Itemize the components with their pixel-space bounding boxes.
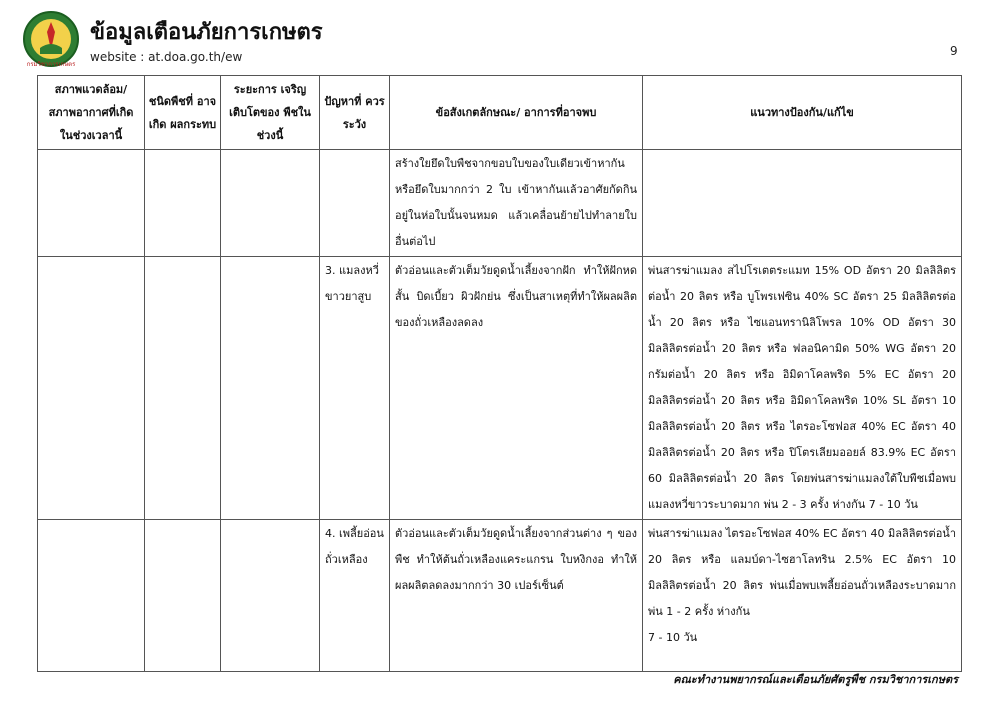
header-environment: สภาพแวดล้อม/ สภาพอากาศที่เกิด ในช่วงเวลานี้: [38, 76, 145, 150]
cell-problem: [320, 150, 390, 257]
header-problem: ปัญหาที่ ควรระวัง: [320, 76, 390, 150]
solution-text: พ่นสารฆ่าแมลง ไตรอะโซฟอส 40% EC อัตรา 40 มิลลิลิตรต่อน้ำ 20 ลิตร หรือ แลมบ์ดา-ไซฮาโลทริน 2.5% EC อัตรา 10 มิลลิลิตรต่อน้ำ 20 ลิตร พ่นเมื่อพบเพลี้ยอ่อนถั่วเหลืองระบาดมาก พ่น 1 - 2 ครั้ง ห่างกัน: [648, 527, 956, 618]
header-growth-stage: ระยะการ เจริญเติบโตของ พืชในช่วงนี้: [221, 76, 320, 150]
cell-crop: [145, 520, 221, 672]
page-number: 9: [950, 44, 958, 58]
cell-growth-stage: [221, 257, 320, 520]
cell-growth-stage: [221, 150, 320, 257]
table-row: [38, 150, 962, 257]
cell-environment: [38, 257, 145, 520]
website-link: website : at.doa.go.th/ew: [90, 50, 243, 64]
header-solution: แนวทางป้องกัน/แก้ไข: [643, 76, 962, 150]
cell-symptom: ตัวอ่อนและตัวเต็มวัยดูดน้ำเลี้ยงจากส่วนต่าง ๆ ของพืช ทำให้ต้นถั่วเหลืองแคระแกรน ใบหงิกงอ ทำให้ผลผลิตลดลงมากกว่า 30 เปอร์เซ็นต์: [390, 520, 643, 672]
table-row: [38, 520, 962, 672]
pest-warning-table: [37, 75, 962, 672]
cell-environment: [38, 520, 145, 672]
table-row: [38, 257, 962, 520]
logo-caption: กรมวิชาการเกษตร: [26, 61, 76, 68]
page-title: ข้อมูลเตือนภัยการเกษตร: [90, 20, 323, 45]
cell-solution: [643, 520, 962, 672]
cell-solution: [643, 150, 962, 257]
header-crop: ชนิดพืชที่ อาจเกิด ผลกระทบ: [145, 76, 221, 150]
cell-solution: พ่นสารฆ่าแมลง สไปโรเตตระแมท 15% OD อัตรา 20 มิลลิลิตรต่อน้ำ 20 ลิตร หรือ บูโพรเฟซิน 40% SC อัตรา 25 มิลลิลิตรต่อน้ำ 20 ลิตร หรือ ไซแอนทรานิลิโพรล 10% OD อัตรา 30 มิลลิลิตรต่อน้ำ 20 ลิตร หรือ ฟลอนิคามิด 50% WG อัตรา 20 กรัมต่อน้ำ 20 ลิตร หรือ อิมิดาโคลพริด 5% EC อัตรา 20 มิลลิลิตรต่อน้ำ 20 ลิตร หรือ อิมิดาโคลพริด 10% SL อัตรา 10 มิลลิลิตรต่อน้ำ 20 ลิตร หรือ ไตรอะโซฟอส 40% EC อัตรา 40 มิลลิลิตรต่อน้ำ 20 ลิตร หรือ ปิโตรเลียมออยล์ 83.9% EC อัตรา 60 มิลลิลิตรต่อน้ำ 20 ลิตร โดยพ่นสารฆ่าแมลงใต้ใบพืชเมื่อพบแมลงหวี่ขาวระบาดมาก พ่น 2 - 3 ครั้ง ห่างกัน 7 - 10 วัน: [643, 257, 962, 520]
cell-symptom: สร้างใยยึดใบพืชจากขอบใบของใบเดียวเข้าหากัน หรือยึดใบมากกว่า 2 ใบ เข้าหากันแล้วอาศัยกัดกินอยู่ในห่อใบนั้นจนหมด แล้วเคลื่อนย้ายไปทำลายใบอื่นต่อไป: [390, 150, 643, 257]
cell-problem: 4. เพลี้ยอ่อนถั่วเหลือง: [320, 520, 390, 672]
footer-credit: คณะทำงานพยากรณ์และเตือนภัยศัตรูพืช กรมวิชาการเกษตร: [673, 673, 958, 686]
solution-interval: 7 - 10 วัน: [648, 631, 698, 644]
doa-logo: [22, 10, 80, 68]
cell-crop: [145, 150, 221, 257]
cell-crop: [145, 257, 221, 520]
cell-environment: [38, 150, 145, 257]
header-symptom: ข้อสังเกตลักษณะ/ อาการที่อาจพบ: [390, 76, 643, 150]
table-header-row: [38, 76, 962, 150]
cell-problem: 3. แมลงหวี่ขาวยาสูบ: [320, 257, 390, 520]
cell-growth-stage: [221, 520, 320, 672]
cell-symptom: ตัวอ่อนและตัวเต็มวัยดูดน้ำเลี้ยงจากฝัก ทำให้ฝักหดสั้น บิดเบี้ยว ผิวฝักย่น ซึ่งเป็นสาเหตุที่ทำให้ผลผลิตของถั่วเหลืองลดลง: [390, 257, 643, 520]
